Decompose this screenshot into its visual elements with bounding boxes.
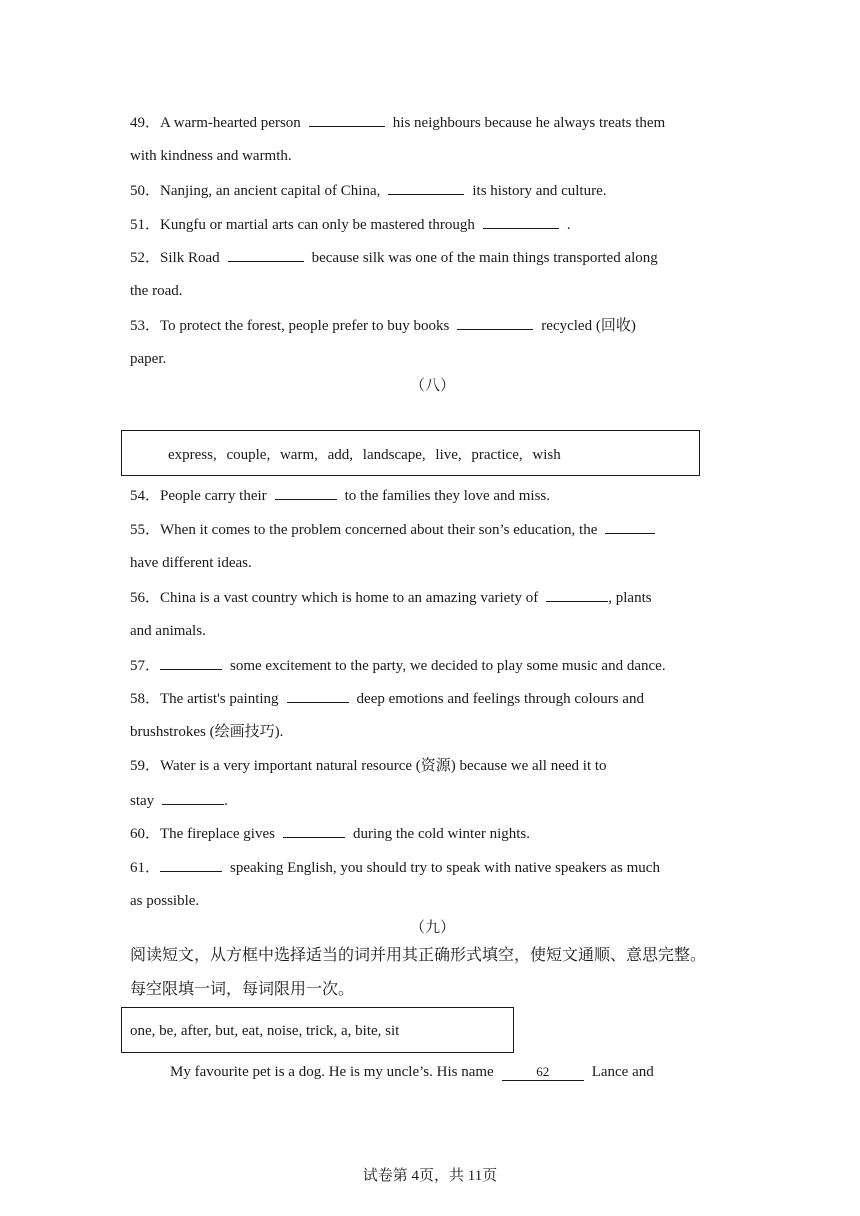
question-52: [130, 247, 658, 268]
question-59-continued: [130, 790, 228, 811]
question-text: recycled (回收): [541, 318, 636, 334]
question-text: its history and culture.: [472, 183, 607, 199]
question-58: [130, 688, 644, 709]
word-box-text: one, be, after, but, eat, noise, trick, a, bite, sit: [130, 1023, 400, 1039]
question-49: [130, 112, 665, 133]
question-text: To protect the forest, people prefer to buy books: [160, 318, 450, 334]
question-number: 52．: [130, 250, 161, 266]
answer-blank[interactable]: [228, 247, 304, 262]
question-49-continued: with kindness and warmth.: [130, 148, 292, 164]
question-number: 60．: [130, 826, 161, 842]
question-text: speaking English, you should try to speak with native speakers as much: [230, 860, 660, 876]
section-9-heading: （九）: [410, 920, 456, 936]
question-number: 51．: [130, 217, 161, 233]
question-text: because silk was one of the main things transported along: [311, 250, 658, 266]
answer-blank[interactable]: [287, 688, 349, 703]
passage-first-line: [170, 1062, 654, 1082]
question-text: deep emotions and feelings through colours and: [356, 691, 644, 707]
question-56-continued: and animals.: [130, 623, 206, 639]
passage-text: My favourite pet is a dog. He is my uncle’s. His name: [170, 1064, 494, 1080]
question-61: [130, 857, 660, 878]
question-number: 53．: [130, 318, 161, 334]
question-52-continued: the road.: [130, 283, 183, 299]
question-text: .: [224, 793, 228, 809]
answer-blank[interactable]: [309, 112, 385, 127]
answer-blank[interactable]: [605, 519, 655, 534]
answer-blank[interactable]: [457, 315, 533, 330]
instructions-line-2: 每空限填一词，每词限用一次。: [130, 981, 355, 998]
question-text: Water is a very important natural resource (资源) because we all need it to: [160, 758, 607, 774]
question-number: 56．: [130, 590, 161, 606]
question-text: When it comes to the problem concerned about their son’s education, the: [160, 522, 598, 538]
question-54: [130, 485, 550, 506]
question-number: 59．: [130, 758, 161, 774]
question-55: [130, 519, 655, 540]
question-57: [130, 655, 666, 676]
answer-blank[interactable]: [483, 214, 559, 229]
question-number: 57．: [130, 658, 161, 674]
question-50: [130, 180, 607, 201]
question-number: 54．: [130, 488, 161, 504]
question-text: to the families they love and miss.: [344, 488, 551, 504]
answer-blank[interactable]: [162, 790, 224, 805]
question-text: during the cold winter nights.: [352, 826, 531, 842]
question-text: , plants: [608, 590, 652, 606]
passage-text: Lance and: [591, 1064, 654, 1080]
question-text: Silk Road: [160, 250, 220, 266]
answer-blank[interactable]: [275, 485, 337, 500]
question-55-continued: have different ideas.: [130, 555, 252, 571]
word-box-section-8: [121, 430, 700, 476]
page-footer: 试卷第 4页，共 11页: [362, 1168, 498, 1184]
question-53-continued: paper.: [130, 351, 167, 367]
question-text: some excitement to the party, we decided to play some music and dance.: [230, 658, 666, 674]
answer-blank[interactable]: [388, 180, 464, 195]
question-58-continued: brushstrokes (绘画技巧).: [130, 724, 284, 740]
question-text: Nanjing, an ancient capital of China,: [160, 183, 381, 199]
answer-blank[interactable]: [283, 823, 345, 838]
question-text: his neighbours because he always treats them: [392, 115, 666, 131]
answer-blank[interactable]: [160, 655, 222, 670]
question-text: The fireplace gives: [160, 826, 275, 842]
question-number: 55．: [130, 522, 161, 538]
instructions-line-1: 阅读短文，从方框中选择适当的词并用其正确形式填空，使短文通顺、意思完整。: [130, 947, 707, 964]
question-61-continued: as possible.: [130, 893, 200, 909]
question-text: China is a vast country which is home to an amazing variety of: [160, 590, 539, 606]
question-text: A warm-hearted person: [160, 115, 301, 131]
question-59: [130, 756, 607, 776]
answer-blank[interactable]: [160, 857, 222, 872]
question-text: .: [566, 217, 571, 233]
word-box-text: express, couple, warm, add, landscape, live, practice, wish: [168, 447, 561, 463]
answer-blank[interactable]: [546, 587, 608, 602]
question-number: 50．: [130, 183, 161, 199]
question-60: [130, 823, 530, 844]
question-number: 58．: [130, 691, 161, 707]
word-box-section-9: [121, 1007, 514, 1053]
question-text: stay: [130, 793, 155, 809]
question-56: [130, 587, 652, 608]
question-53: [130, 315, 636, 336]
question-text: People carry their: [160, 488, 267, 504]
numbered-blank-62[interactable]: 62: [502, 1064, 584, 1081]
question-number: 61．: [130, 860, 161, 876]
question-text: The artist's painting: [160, 691, 279, 707]
question-51: [130, 214, 571, 235]
section-8-heading: （八）: [410, 378, 456, 394]
question-text: Kungfu or martial arts can only be mastered through: [160, 217, 475, 233]
question-number: 49．: [130, 115, 161, 131]
